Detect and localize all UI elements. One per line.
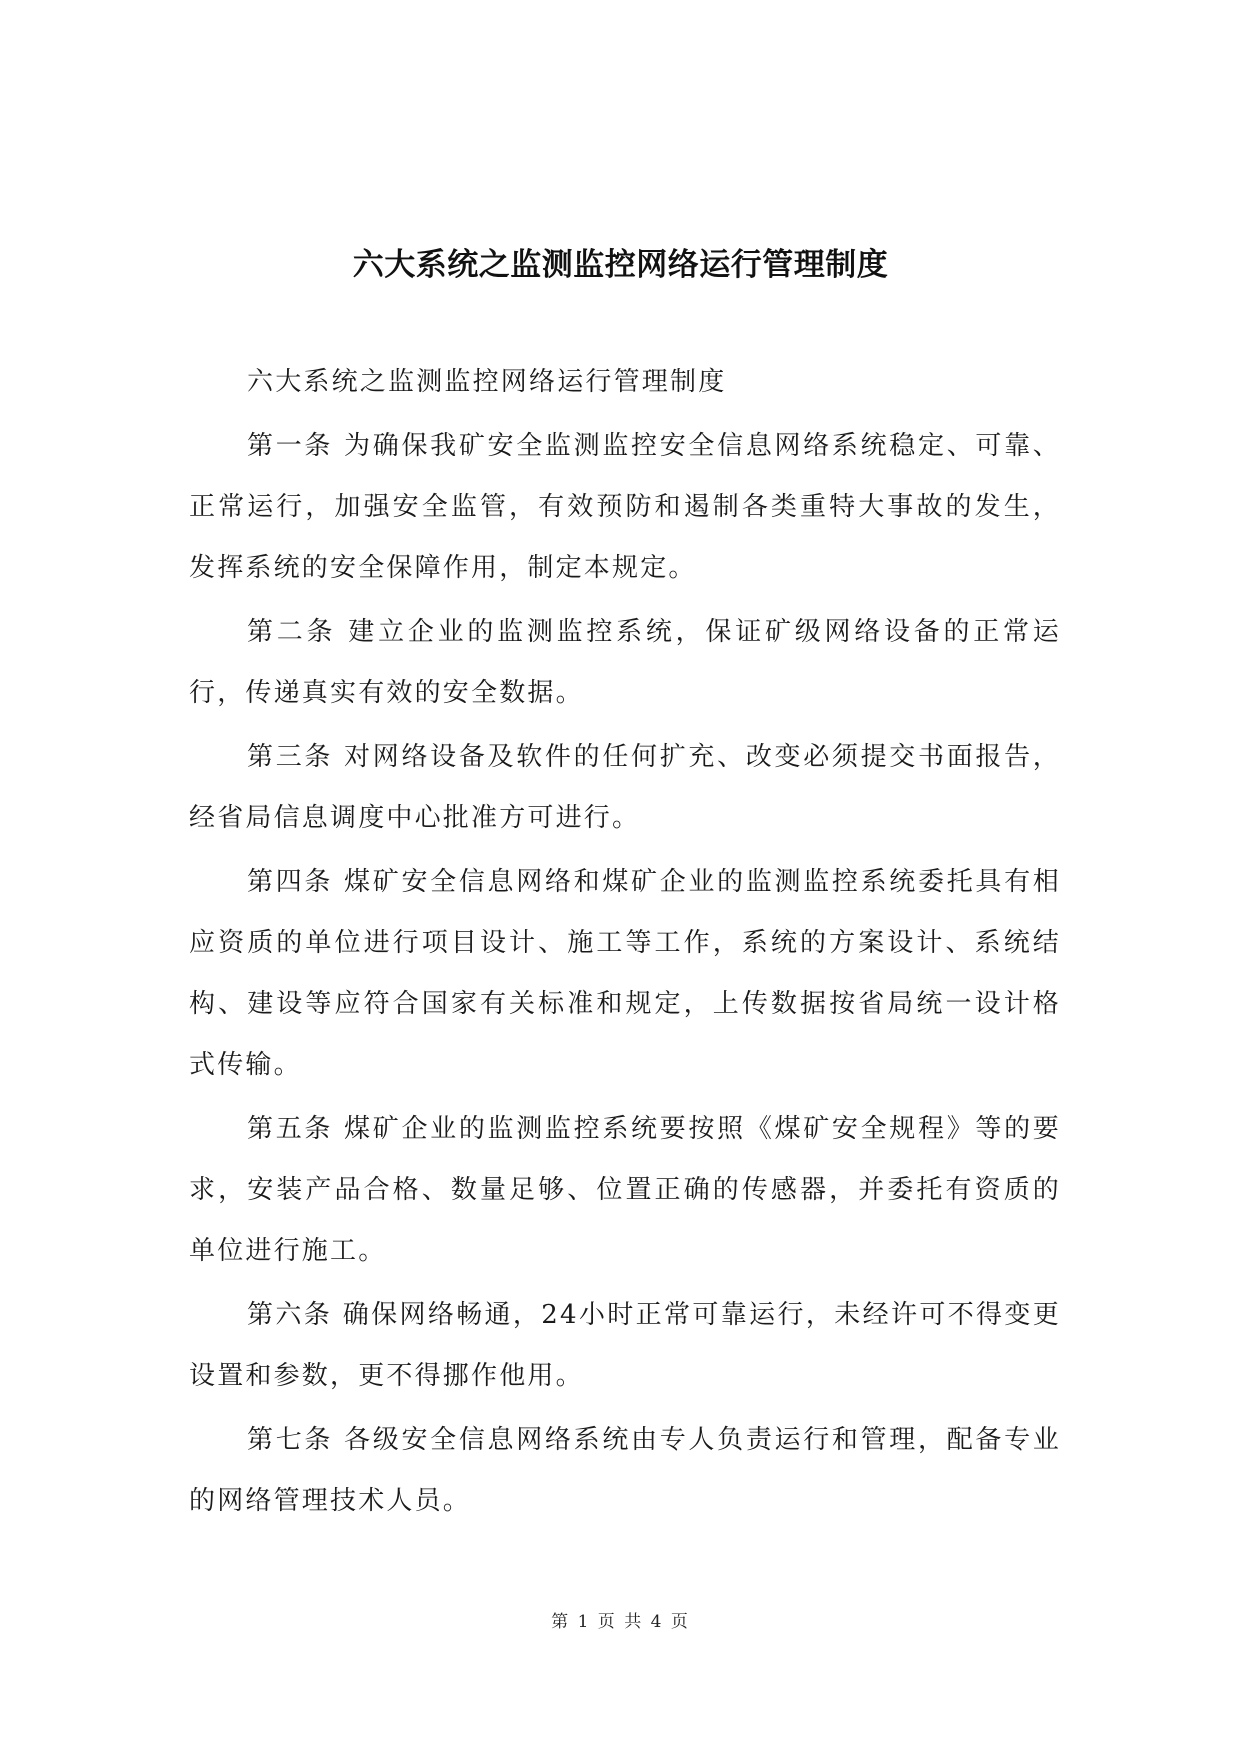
article-1: 第一条 为确保我矿安全监测监控安全信息网络系统稳定、可靠、正常运行，加强安全监管，有效预防和遏制各类重特大事故的发生，发挥系统的安全保障作用，制定本规定。 bbox=[189, 431, 1061, 583]
document-body bbox=[189, 352, 1061, 1535]
article-2: 第二条 建立企业的监测监控系统，保证矿级网络设备的正常运行，传递真实有效的安全数据。 bbox=[189, 617, 1061, 708]
article-7: 第七条 各级安全信息网络系统由专人负责运行和管理，配备专业的网络管理技术人员。 bbox=[189, 1425, 1061, 1516]
document-title: 六大系统之监测监控网络运行管理制度 bbox=[352, 246, 889, 283]
article-4: 第四条 煤矿安全信息网络和煤矿企业的监测监控系统委托具有相应资质的单位进行项目设计、施工等工作，系统的方案设计、系统结构、建设等应符合国家有关标准和规定，上传数据按省局统一设计格式传输。 bbox=[189, 867, 1061, 1080]
article-5: 第五条 煤矿企业的监测监控系统要按照《煤矿安全规程》等的要求，安装产品合格、数量足够、位置正确的传感器，并委托有资质的单位进行施工。 bbox=[189, 1114, 1061, 1266]
article-6: 第六条 确保网络畅通，24小时正常可靠运行，未经许可不得变更设置和参数，更不得挪作他用。 bbox=[189, 1300, 1061, 1391]
article-3: 第三条 对网络设备及软件的任何扩充、改变必须提交书面报告，经省局信息调度中心批准方可进行。 bbox=[189, 742, 1061, 833]
paragraph-heading: 六大系统之监测监控网络运行管理制度 bbox=[247, 367, 727, 397]
page-number: 第 1 页 共 4 页 bbox=[551, 1612, 690, 1632]
